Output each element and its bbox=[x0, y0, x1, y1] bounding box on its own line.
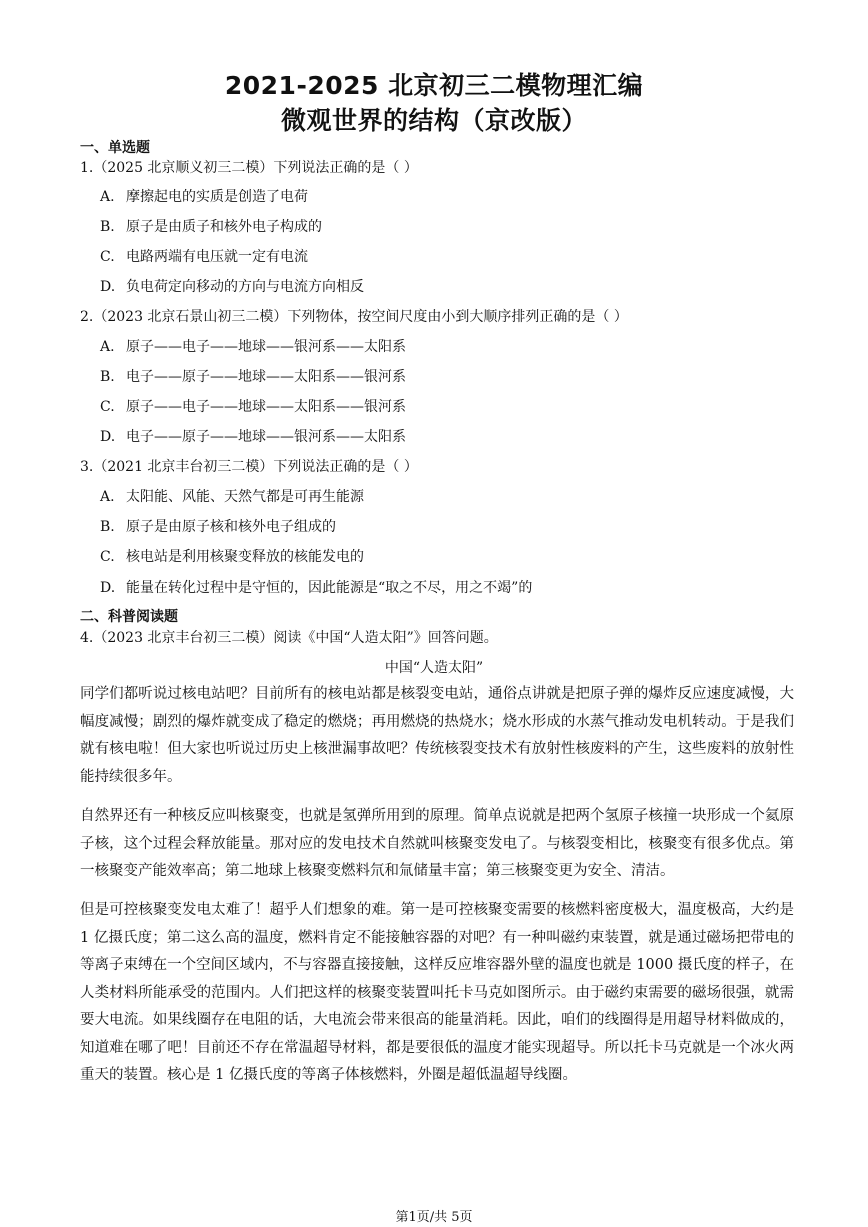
option-key: A. bbox=[100, 189, 115, 205]
option-text: 电子——原子——地球——银河系——太阳系 bbox=[126, 429, 406, 445]
article-title: 中国“人造太阳” bbox=[384, 660, 484, 676]
option-key: C. bbox=[100, 399, 115, 415]
option-text: 原子是由质子和核外电子构成的 bbox=[126, 219, 322, 235]
option-text: 能量在转化过程中是守恒的，因此能源是“取之不尽，用之不竭”的 bbox=[126, 580, 533, 596]
option-text: 原子——电子——地球——银河系——太阳系 bbox=[126, 339, 406, 355]
option-text: 原子——电子——地球——太阳系——银河系 bbox=[126, 399, 406, 415]
option-key: C. bbox=[100, 549, 115, 565]
option-text: 负电荷定向移动的方向与电流方向相反 bbox=[126, 279, 364, 295]
option-key: B. bbox=[100, 219, 115, 235]
article-paragraph: 自然界还有一种核反应叫核聚变，也就是氢弹所用到的原理。简单点说就是把两个氢原子核撞一块形成一个氦原子核，这个过程会释放能量。那对应的发电技术自然就叫核聚变发电了。与核裂变相比，核聚变有很多优点。第一核聚变产能效率高；第二地球上核聚变燃料氘和氚储量丰富；第三核聚变更为安全、清洁。 bbox=[80, 808, 794, 879]
article-paragraph: 但是可控核聚变发电太难了！超乎人们想象的难。第一是可控核聚变需要的核燃料密度极大，温度极高，大约是 1 亿摄氏度；第二这么高的温度，燃料肯定不能接触容器的对吧？有一种叫磁约束装置，就是通过磁场把带电的等离子束缚在一个空间区域内，不与容器直接接触，这样反应堆容器外壁的温度也就是 1000 摄氏度的样子，在人类材料所能承受的范围内。人们把这样的核聚变装置叫托卡马克如图所示。由于磁约束需要的磁场很强，就需要大电流。如果线圈存在电阻的话，大电流会带来很高的能量消耗。因此，咱们的线圈得是用超导材料做成的，知道难在哪了吧！目前还不存在常温超导材料，都是要很低的温度才能实现超导。所以托卡马克就是一个冰火两重天的装置。核心是 1 亿摄氏度的等离子体核燃料，外圈是超低温超导线圈。 bbox=[80, 902, 794, 1083]
question-4-stem: 4.（2023 北京丰台初三二模）阅读《中国“人造太阳”》回答问题。 bbox=[80, 630, 498, 646]
question-3-option-a bbox=[100, 486, 364, 506]
option-text: 核电站是利用核聚变释放的核能发电的 bbox=[126, 549, 364, 565]
question-1-option-a bbox=[100, 186, 308, 206]
option-text: 太阳能、风能、天然气都是可再生能源 bbox=[126, 489, 364, 505]
option-key: D. bbox=[100, 279, 116, 295]
option-key: C. bbox=[100, 249, 115, 265]
option-text: 摩擦起电的实质是创造了电荷 bbox=[126, 189, 308, 205]
option-key: D. bbox=[100, 429, 116, 445]
document-subtitle: 微观世界的结构（京改版） bbox=[280, 106, 587, 135]
page-number: 第1页/共 5页 bbox=[395, 1210, 473, 1225]
option-text: 原子是由原子核和核外电子组成的 bbox=[126, 519, 336, 535]
question-2-option-a bbox=[100, 336, 406, 356]
option-key: A. bbox=[100, 489, 115, 505]
option-key: B. bbox=[100, 369, 115, 385]
question-2-option-c bbox=[100, 396, 406, 416]
option-key: B. bbox=[100, 519, 115, 535]
document-title: 2021-2025 北京初三二模物理汇编 bbox=[224, 71, 644, 100]
option-text: 电路两端有电压就一定有电流 bbox=[126, 249, 308, 265]
question-3-option-c bbox=[100, 546, 364, 566]
question-1-option-b bbox=[100, 216, 322, 236]
question-2-option-d bbox=[100, 426, 406, 446]
question-1-option-c bbox=[100, 246, 308, 266]
section-heading-reading: 二、科普阅读题 bbox=[80, 609, 178, 625]
option-text: 电子——原子——地球——太阳系——银河系 bbox=[126, 369, 406, 385]
question-3-option-b bbox=[100, 516, 336, 536]
question-2-stem: 2.（2023 北京石景山初三二模）下列物体，按空间尺度由小到大顺序排列正确的是（ ） bbox=[80, 309, 628, 325]
question-2-option-b bbox=[100, 366, 406, 386]
option-key: A. bbox=[100, 339, 115, 355]
article-paragraph: 同学们都听说过核电站吧？目前所有的核电站都是核裂变电站，通俗点讲就是把原子弹的爆炸反应速度减慢，大幅度减慢；剧烈的爆炸就变成了稳定的燃烧；再用燃烧的热烧水；烧水形成的水蒸气推动发电机转动。于是我们就有核电啦！但大家也听说过历史上核泄漏事故吧？传统核裂变技术有放射性核废料的产生，这些废料的放射性能持续很多年。 bbox=[80, 686, 794, 785]
question-1-option-d bbox=[100, 276, 364, 296]
question-1-stem: 1.（2025 北京顺义初三二模）下列说法正确的是（ ） bbox=[80, 160, 418, 176]
question-3-stem: 3.（2021 北京丰台初三二模）下列说法正确的是（ ） bbox=[80, 459, 418, 475]
question-3-option-d bbox=[100, 577, 532, 597]
section-heading-single-choice: 一、单选题 bbox=[80, 140, 150, 156]
option-key: D. bbox=[100, 580, 116, 596]
